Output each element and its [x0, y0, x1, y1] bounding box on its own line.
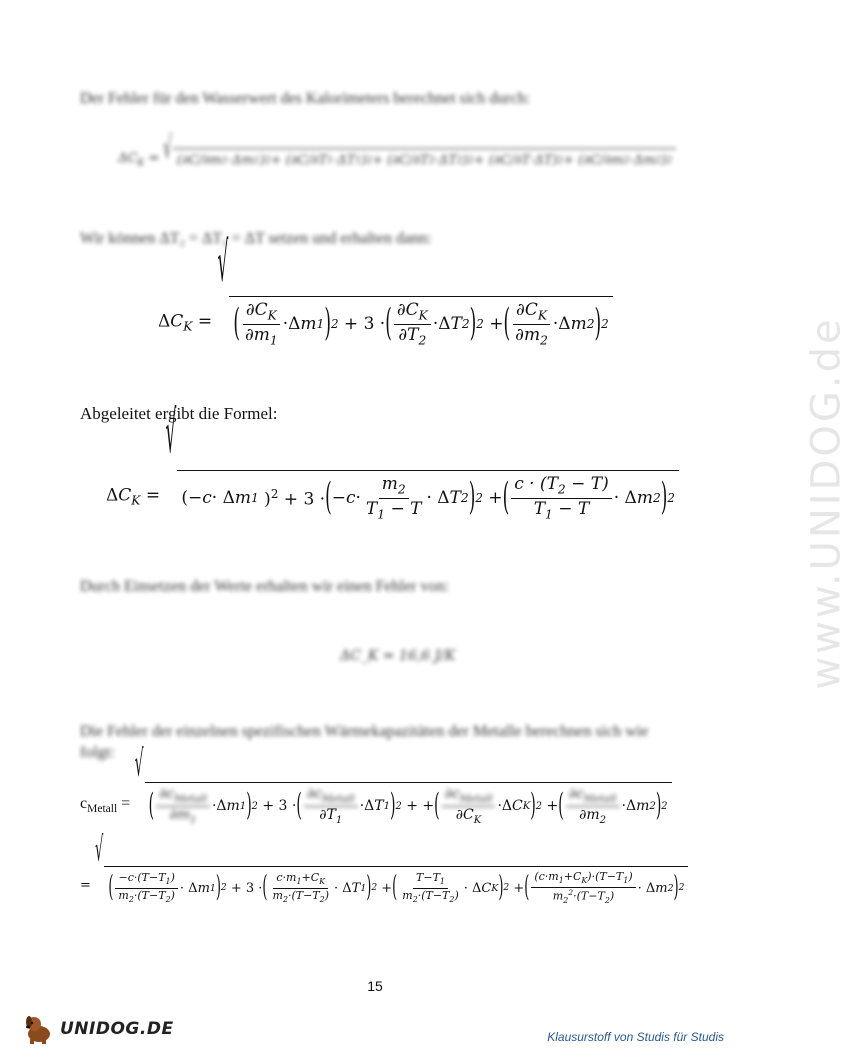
footer-tagline: Klausurstoff von Studis für Studis: [547, 1030, 724, 1044]
dog-icon: [22, 1012, 56, 1046]
unidog-logo[interactable]: [22, 1012, 174, 1046]
equation-derived-formula: $\Delta C_K$ = √ (− c · Δ m 1 )$^2$ + 3 · ( − c · $\frac{m_2}{T_1 - T}$ · Δ T 2 ) 2 + ( $\frac{c \cdot (T_2 - T)}{T_1 - T}$ · Δ m 2 ) 2: [106, 470, 679, 522]
c-metall-label: c: [80, 794, 88, 812]
logo-text: UNIDOG.DE: [60, 1019, 174, 1039]
page-number: 15: [367, 978, 383, 994]
equation-c-metall: $c_{Metall}$ = √ ( $\frac{\partial c_{Metall}}{\partial m_1}$ ·Δ m 1 ) 2 + 3 · ( $\frac{\partial c_{Metall}}{\partial T_1}$ ·Δ T 1 ) 2 + + ( $\frac{\partial c_{Metall}}{\partial C_K}$ ·Δ C K ) 2 + ( $\frac{\partial c_{Metall}}{\partial m_2}$ ·Δ m 2 ) 2: [80, 782, 672, 826]
paragraph-intro: Der Fehler für den Wasserwert des Kalorimeters berechnet sich durch:: [80, 90, 531, 107]
result-value: ΔC_K = 16,6 J/K: [340, 648, 456, 664]
equation-full-error-blurred: $\Delta C_K$ = √ (∂C/∂m 1 ·Δm 1 ) 2 + (∂C/∂T 1 ·ΔT 1 ) 2 + (∂C/∂T 2 ·ΔT 2 ) 2 + (∂C/∂T·ΔT) 2 + (∂C/∂m 2 ·Δm 2 ) 2: [118, 148, 676, 168]
paragraph-derived: Abgeleitet ergibt die Formel:: [80, 404, 278, 423]
paragraph-set-delta: Wir können ΔT₂ = ΔT₁ = ΔT setzen und erhalten dann:: [80, 230, 432, 247]
paragraph-insert-values: Durch Einsetzen der Werte erhalten wir einen Fehler von:: [80, 578, 449, 595]
c-metall-sub: Metall: [87, 803, 118, 816]
paragraph-metal-errors: Die Fehler der einzelnen spezifischen Wärmekapazitäten der Metalle berechnen sich wie folgt:: [80, 723, 649, 761]
watermark: www.UNIDOG.de: [803, 316, 850, 690]
equation-c-metall-expanded: = √ ( $\frac{-c\cdot(T-T_1)}{m_2\cdot(T-T_2)}$ · Δ m 1 ) 2 + 3 · ( $\frac{c\cdot m_1+C_K}{m_2\cdot(T-T_2)}$ · Δ T 1 ) 2 + ( $\frac{T-T_1}{m_2\cdot(T-T_2)}$ · Δ C K ) 2 + ( $\frac{(c\cdot m_1+C_K)\cdot(T-T_1)}{m_2^2\cdot(T-T_2)}$ · Δ m 2 ) 2: [80, 866, 688, 905]
equation-simplified-error: $\Delta C_K$ = √ ( $\frac{\partial C_K}{\partial m_1}$ ·Δ m 1 ) 2 + 3 · ( $\frac{\partial C_K}{\partial T_2}$ ·Δ T 2 ) 2 + ( $\frac{\partial C_K}{\partial m_2}$ ·Δ m 2 ) 2: [158, 296, 613, 348]
